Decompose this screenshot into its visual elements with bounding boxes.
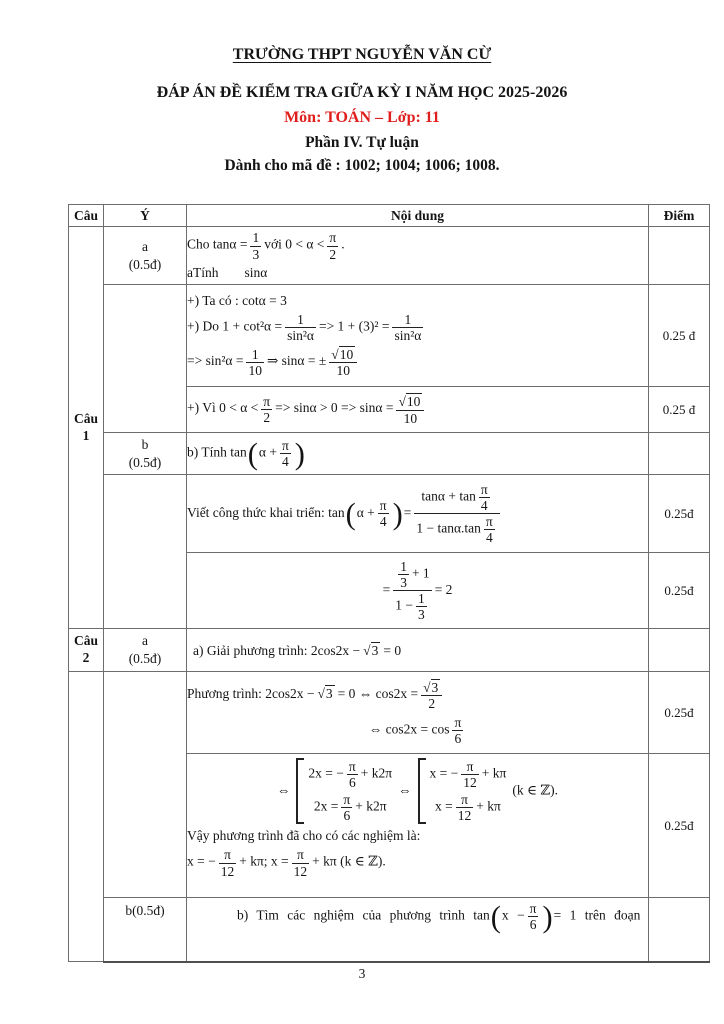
answer-key-table — [68, 204, 710, 963]
cell-content-7 — [187, 629, 649, 672]
fraction: $\frac{\pi}{12}$ — [457, 792, 472, 824]
col-header-diem: Điểm — [649, 205, 710, 227]
square-root: √10 — [398, 394, 421, 410]
formula-line: Viết công thức khai triển: tan(α + $\frac{\pi}{4}$ )= tanα + tan $\frac{\pi}{4}$ 1 − tanα.tan $\frac{\pi}{4}$ — [187, 482, 648, 545]
fraction: $\frac{√10}{10}$ — [329, 346, 357, 378]
fraction: $\frac{\pi}{6}$ — [348, 759, 356, 791]
formula-line: a) Giải phương trình: 2cos2x − √3 = 0 — [193, 642, 402, 658]
cell-content-10 — [187, 898, 649, 962]
cell-y-2a: a (0.5đ) — [104, 629, 187, 672]
cell-content-3 — [187, 387, 649, 433]
formula-line: Cho tanα = $\frac{1}{3}$ với 0 < α < $\frac{\pi}{2}$ . — [187, 230, 345, 262]
cell-content-8 — [187, 672, 649, 754]
fraction: $\frac{\pi}{12}$ — [293, 847, 308, 879]
square-root: √10 — [331, 347, 354, 362]
cell-score: 0.25đ — [649, 553, 710, 629]
case-system: x = − $\frac{\pi}{12}$ + kπ x = $\frac{\pi}{12}$ + kπ — [418, 757, 507, 825]
formula-line: +) Vì 0 < α < $\frac{\pi}{2}$ => sinα > 0 => sinα = $\frac{√10}{10}$ — [187, 393, 648, 425]
table-row — [69, 629, 710, 672]
cell-y-1b: b (0.5đ) — [104, 433, 187, 475]
cell-score — [649, 898, 710, 962]
cell-y-2b: b(0.5đ) — [104, 898, 187, 962]
cell-score: 0.25đ — [649, 475, 710, 553]
page-number: 3 — [358, 966, 366, 981]
cell-y-1a: a (0.5đ) — [104, 227, 187, 285]
fraction: $\frac{\pi}{6}$ — [529, 901, 537, 933]
cell-score: 0.25đ — [649, 754, 710, 898]
school-name: TRƯỜNG THPT NGUYỄN VĂN CỪ — [232, 46, 492, 63]
formula-line: Phương trình: 2cos2x − √3 = 0 ⇔ cos2x = $\frac{√3}{2}$ — [187, 679, 648, 711]
table-row — [69, 475, 710, 553]
fraction: $\frac{1}{10}$ — [248, 346, 262, 378]
square-root: √3 — [423, 680, 439, 696]
table-row — [69, 898, 710, 962]
formula-line: +) Ta có : cotα = 3 — [187, 292, 287, 308]
fraction: $\frac{\pi}{4}$ — [480, 481, 488, 513]
fraction: $\frac{\pi}{6}$ — [343, 792, 351, 824]
formula-line: aTính sinα — [187, 264, 268, 280]
cell-content-1a — [187, 227, 649, 285]
fraction: $\frac{\pi}{6}$ — [454, 714, 462, 746]
square-root: √3 — [317, 686, 333, 702]
cases-bracket — [296, 758, 304, 824]
cell-content-5 — [187, 475, 649, 553]
table-row — [69, 433, 710, 475]
cell-y-empty — [104, 285, 187, 433]
fraction: $\frac{\pi}{2}$ — [263, 393, 271, 425]
fraction: $\frac{\pi}{4}$ — [379, 497, 387, 529]
formula-line: b) Tìm các nghiệm của phương trình tan(x − $\frac{\pi}{6}$ )= 1 trên đoạn — [237, 899, 641, 934]
cell-cau-1: Câu 1 — [69, 227, 104, 629]
fraction: $\frac{\pi}{2}$ — [329, 230, 337, 262]
fraction: $\frac{1}{\text{sin²α}}$ — [394, 311, 422, 343]
fraction: $\frac{√3}{2}$ — [421, 679, 442, 711]
cell-score: 0.25đ — [649, 672, 710, 754]
formula-line: ⇔ cos2x = cos $\frac{\pi}{6}$ — [368, 714, 462, 746]
cases-bracket — [418, 758, 426, 824]
fraction: $\frac{√10}{10}$ — [396, 393, 424, 425]
cell-y-empty — [104, 475, 187, 629]
document-title: ĐÁP ÁN ĐỀ KIỂM TRA GIỮA KỲ I NĂM HỌC 2025-2026 — [156, 84, 568, 101]
cell-cau-empty — [69, 672, 104, 962]
table-row — [69, 285, 710, 387]
formula-line: x = − $\frac{\pi}{12}$ + kπ; x = $\frac{\pi}{12}$ + kπ (k ∈ ℤ). — [187, 847, 386, 879]
exam-codes-line: Dành cho mã đề : 1002; 1004; 1006; 1008. — [224, 157, 500, 174]
fraction: $\frac{1}{\text{sin²α}}$ — [287, 311, 314, 343]
formula-line: = $\frac{1}{3}$ + 1 1 − $\frac{1}{3}$ = 2 — [382, 558, 453, 623]
fraction: $\frac{1}{3}$ — [252, 230, 260, 262]
table-header-row — [69, 205, 710, 227]
case-system: 2x = − $\frac{\pi}{6}$ + k2π 2x = $\frac{\pi}{6}$ + k2π — [296, 757, 392, 825]
cell-content-4 — [187, 433, 649, 475]
formula-line: => sin²α = $\frac{1}{10}$ ⇒ sinα = ± $\frac{√10}{10}$ — [187, 346, 648, 378]
cell-score — [649, 227, 710, 285]
formula-line: b) Tính tan(α + $\frac{\pi}{4}$ ) — [187, 436, 305, 471]
cell-content-6 — [187, 553, 649, 629]
col-header-y: Ý — [104, 205, 187, 227]
cell-score: 0.25 đ — [649, 285, 710, 387]
fraction: $\frac{1}{3}$ — [400, 558, 407, 590]
cell-score — [649, 433, 710, 475]
cell-content-9 — [187, 754, 649, 898]
fraction: $\frac{\pi}{4}$ — [485, 514, 493, 546]
fraction: $\frac{\pi}{12}$ — [220, 847, 235, 879]
col-header-cau: Câu — [69, 205, 104, 227]
fraction: $\frac{\pi}{12}$ — [463, 759, 477, 791]
part-heading: Phần IV. Tự luận — [305, 134, 419, 151]
square-root: √3 — [363, 642, 379, 658]
table-row — [69, 227, 710, 285]
col-header-noidung: Nội dung — [187, 205, 649, 227]
fraction-nested: $\frac{1}{3}$ + 1 1 − $\frac{1}{3}$ — [395, 558, 430, 623]
formula-line: +) Do 1 + cot²α = $\frac{1}{\text{sin²α}}$ => 1 + (3)² = $\frac{1}{\text{sin²α}}$ — [187, 311, 422, 343]
subject-line: Môn: TOÁN – Lớp: 11 — [284, 109, 440, 126]
formula-line: ⇔ 2x = − $\frac{\pi}{6}$ + k2π 2x = $\frac{\pi}{6}$ + k2π ⇔ x = − $\frac{\pi}{12}$ + kπ x = $\frac{\pi}{12}$ + kπ (k ∈ ℤ). — [187, 757, 648, 825]
cell-content-2 — [187, 285, 649, 387]
cell-cau-2: Câu 2 — [69, 629, 104, 672]
fraction-nested: tanα + tan $\frac{\pi}{4}$ 1 − tanα.tan $\frac{\pi}{4}$ — [414, 482, 499, 545]
fraction: $\frac{\pi}{4}$ — [281, 437, 289, 469]
fraction: $\frac{1}{3}$ — [417, 591, 425, 623]
text-line: Vậy phương trình đã cho có các nghiệm là: — [187, 828, 421, 844]
cell-score — [649, 629, 710, 672]
cell-y-empty — [104, 672, 187, 898]
table-row — [69, 672, 710, 754]
cell-score: 0.25 đ — [649, 387, 710, 433]
